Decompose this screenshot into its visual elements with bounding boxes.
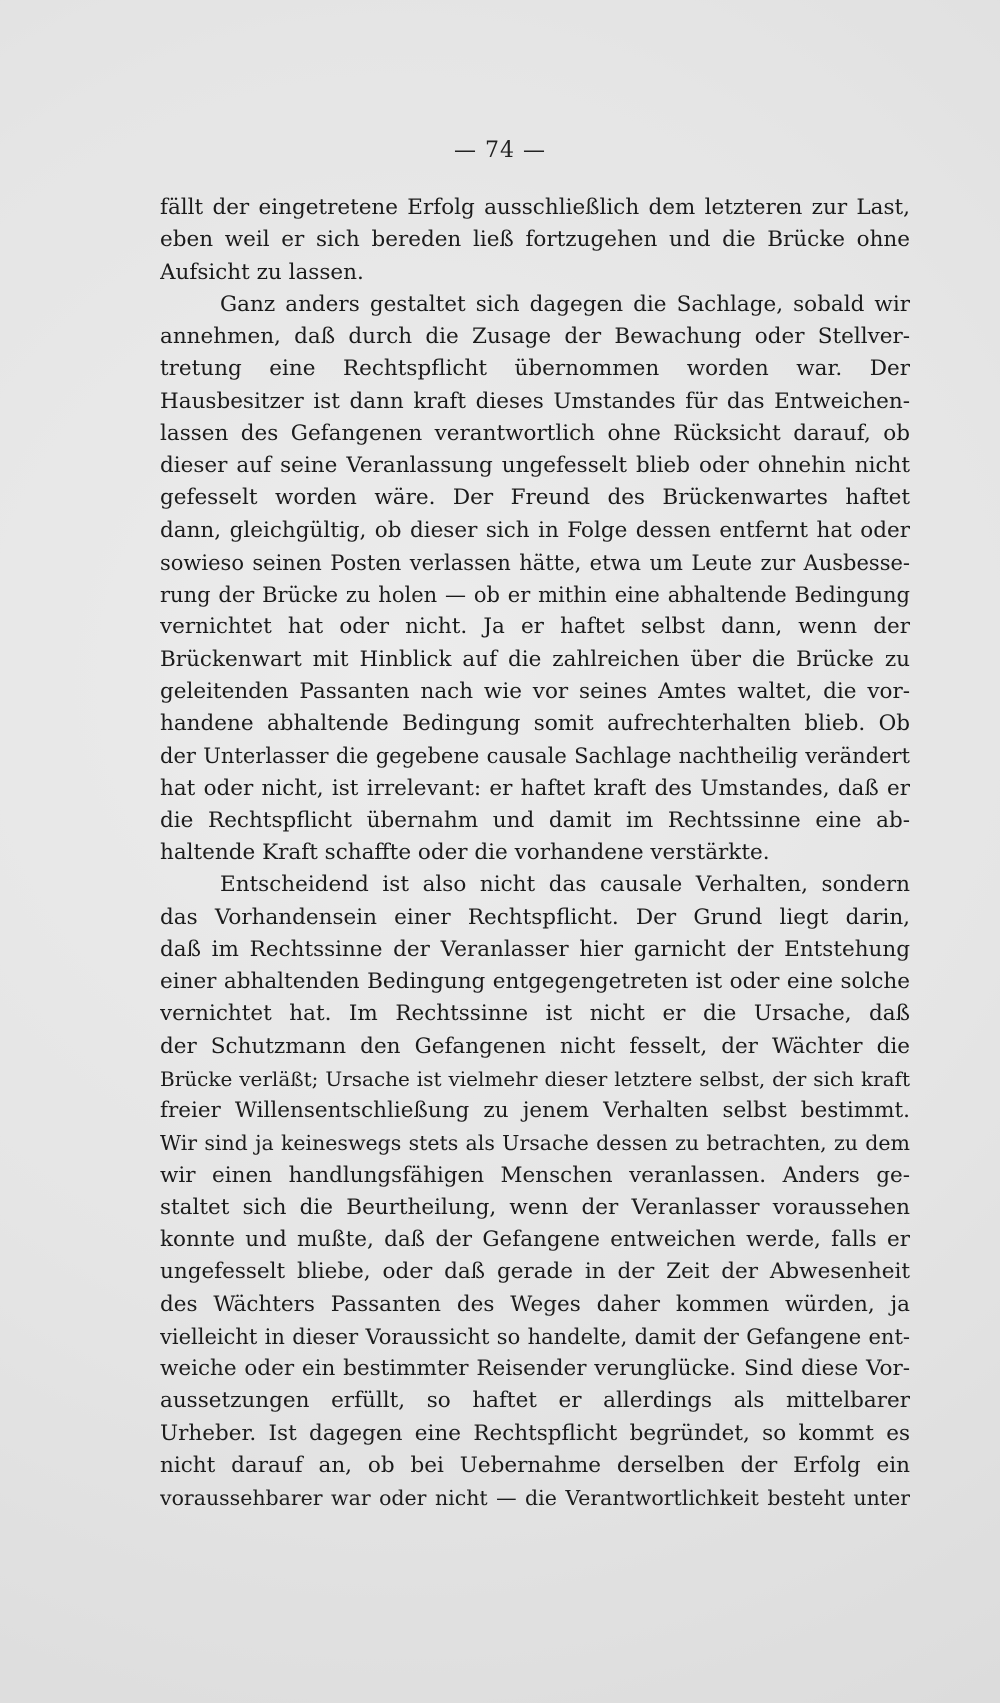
text-line: nicht darauf an, ob bei Uebernahme derselben der Erfolg ein [160,1452,910,1478]
text-line: rung der Brücke zu holen — ob er mithin eine abhaltende Bedingung [160,583,910,607]
text-line: daß im Rechtssinne der Veranlasser hier garnicht der Entstehung [160,936,910,962]
text-line: vernichtet hat oder nicht. Ja er haftet selbst dann, wenn der [160,614,910,640]
text-line: aussetzungen erfüllt, so haftet er allerdings als mittelbarer [160,1388,910,1414]
body-text [160,192,910,1514]
text-line: Wir sind ja keineswegs stets als Ursache dessen zu betrachten, zu dem [160,1131,910,1156]
text-line: gefesselt worden wäre. Der Freund des Brückenwartes haftet [160,485,910,511]
text-line: lassen des Gefangenen verantwortlich ohne Rücksicht darauf, ob [160,420,910,446]
text-line: wir einen handlungsfähigen Menschen veranlassen. Anders ge- [160,1162,910,1188]
text-line: geleitenden Passanten nach wie vor seines Amtes waltet, die vor- [160,678,910,704]
text-line: haltende Kraft schaffte oder die vorhandene verstärkte. [160,840,770,865]
text-line: Entscheidend ist also nicht das causale Verhalten, sondern [220,872,910,898]
text-line: vielleicht in dieser Voraussicht so handelte, damit der Gefangene ent- [160,1324,910,1349]
text-line: Urheber. Ist dagegen eine Rechtspflicht begründet, so kommt es [160,1420,910,1446]
text-line: weiche oder ein bestimmter Reisender verunglücke. Sind diese Vor- [160,1356,910,1381]
text-line: fällt der eingetretene Erfolg ausschließlich dem letzteren zur Last, [160,195,910,220]
text-line: Hausbesitzer ist dann kraft dieses Umstandes für das Entweichen- [160,388,910,414]
text-line: Brückenwart mit Hinblick auf die zahlreichen über die Brücke zu [160,646,910,672]
text-line: die Rechtspflicht übernahm und damit im Rechtssinne eine ab- [160,807,910,833]
text-line: eben weil er sich bereden ließ fortzugehen und die Brücke ohne [160,227,910,253]
text-line: das Vorhandensein einer Rechtspflicht. Der Grund liegt darin, [160,904,910,930]
text-line: handene abhaltende Bedingung somit aufrechterhalten blieb. Ob [160,711,910,736]
text-line: hat oder nicht, ist irrelevant: er haftet kraft des Umstandes, daß er [160,775,910,801]
text-line: dieser auf seine Veranlassung ungefesselt blieb oder ohnehin nicht [160,453,910,478]
text-line: einer abhaltenden Bedingung entgegengetreten ist oder eine solche [160,969,910,994]
text-line: Brücke verläßt; Ursache ist vielmehr dieser letztere selbst, der sich kraft [160,1066,910,1091]
text-line: voraussehbarer war oder nicht — die Verantwortlichkeit besteht unter [160,1486,910,1510]
text-line: der Schutzmann den Gefangenen nicht fesselt, der Wächter die [160,1033,910,1059]
text-line: sowieso seinen Posten verlassen hätte, etwa um Leute zur Ausbesse- [160,550,910,575]
text-line: staltet sich die Beurtheilung, wenn der Veranlasser voraussehen [160,1194,910,1220]
text-line: tretung eine Rechtspflicht übernommen worden war. Der [160,356,910,382]
text-line: freier Willensentschließung zu jenem Verhalten selbst bestimmt. [160,1098,910,1123]
text-line: des Wächters Passanten des Weges daher kommen würden, ja [160,1291,910,1317]
text-line: annehmen, daß durch die Zusage der Bewachung oder Stellver- [160,324,910,349]
text-line: konnte und mußte, daß der Gefangene entweichen werde, falls er [160,1227,910,1252]
page-number: — 74 — [454,138,546,163]
text-line: ungefesselt bliebe, oder daß gerade in der Zeit der Abwesenheit [160,1259,910,1285]
text-line: Aufsicht zu lassen. [160,259,364,285]
text-line: Ganz anders gestaltet sich dagegen die Sachlage, sobald wir [220,291,910,317]
text-line: der Unterlasser die gegebene causale Sachlage nachtheilig verändert [160,744,910,769]
text-line: vernichtet hat. Im Rechtssinne ist nicht er die Ursache, daß [160,1001,910,1027]
text-line: dann, gleichgültig, ob dieser sich in Folge dessen entfernt hat oder [160,517,910,543]
